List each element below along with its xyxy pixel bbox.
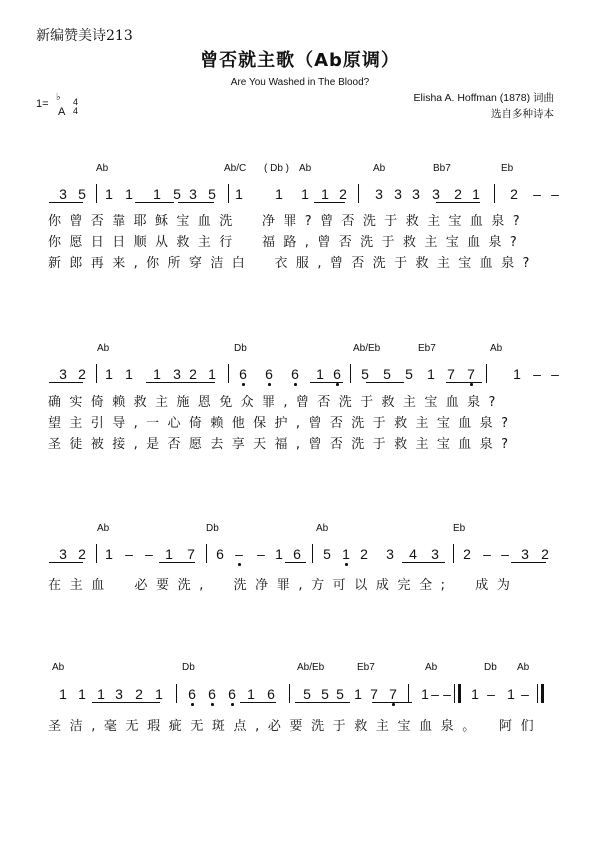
barline [289, 684, 290, 703]
note: 1 [427, 366, 435, 382]
beam-underline [92, 702, 160, 703]
note: 2 [360, 546, 368, 562]
beam-underline [135, 202, 174, 203]
note: 5 [321, 686, 329, 702]
chord-symbol: Db [182, 662, 195, 673]
time-top: 4 [73, 97, 79, 107]
barline [96, 364, 97, 383]
note: 3 [189, 186, 197, 202]
note: 2 [454, 186, 462, 202]
octave-dot [294, 383, 297, 386]
note: 5 [78, 186, 86, 202]
note: 5 [208, 186, 216, 202]
octave-dot [191, 703, 194, 706]
octave-dot [231, 703, 234, 706]
note: 5 [323, 546, 331, 562]
note: 1 [155, 686, 163, 702]
note: 5 [336, 686, 344, 702]
beam-underline [146, 382, 215, 383]
note: 1 [78, 686, 86, 702]
note: 3 [432, 186, 440, 202]
beam-underline [314, 202, 345, 203]
note: – [257, 546, 265, 562]
chord-symbol: Ab [316, 523, 329, 534]
octave-dot [470, 383, 473, 386]
note: 6 [225, 686, 239, 702]
note: 3 [115, 686, 123, 702]
chord-symbol: Db [484, 662, 497, 673]
chord-symbol: Ab [96, 163, 109, 174]
note: 1 [153, 366, 161, 382]
note: 5 [303, 686, 311, 702]
note: 6 [216, 546, 224, 562]
beam-underline [446, 382, 482, 383]
song-subtitle: Are You Washed in The Blood? [230, 77, 370, 88]
barline [206, 544, 207, 563]
note: 7 [464, 366, 478, 382]
note: 3 [59, 546, 67, 562]
note: 6 [267, 686, 275, 702]
note: 1 [421, 686, 429, 702]
note: 1 [165, 546, 173, 562]
note: 1 [513, 366, 521, 382]
note: – [521, 686, 529, 702]
beam-underline [295, 702, 350, 703]
octave-dot [211, 703, 214, 706]
lyric-line: 在主血 必要洗, 洗净罪,方可以成完全; 成为 [48, 578, 519, 593]
note: 5 [405, 366, 413, 382]
lyric-line: 圣徒被接,是否愿去享天福,曾否洗于救主宝血泉? [48, 437, 517, 452]
note: 2 [463, 546, 471, 562]
song-title: 曾否就主歌（Ab原调） [200, 50, 400, 71]
note: 2 [541, 546, 549, 562]
barline [228, 184, 229, 203]
chord-symbol: Eb [501, 163, 514, 174]
barline [454, 684, 455, 703]
hymnal-number: 新编赞美诗213 [36, 28, 133, 44]
chord-symbol: Ab [425, 662, 438, 673]
note: 3 [59, 186, 67, 202]
note: 1 [59, 686, 67, 702]
note: 6 [293, 546, 301, 562]
lyric-line: 圣洁,毫无瑕疵无斑点,必要洗于救主宝血泉。 阿们 [48, 719, 543, 734]
chord-symbol: Eb7 [357, 662, 375, 673]
note: 1 [97, 686, 105, 702]
note: 1 [208, 366, 216, 382]
note: – [501, 546, 509, 562]
note: – [551, 186, 559, 202]
note: 1 [105, 366, 113, 382]
chord-symbol: Ab [52, 662, 65, 673]
note: 3 [375, 186, 383, 202]
lyric-line: 你曾否靠耶稣宝血洗 净罪?曾否洗于救主宝血泉? [48, 214, 528, 229]
note: 1 [247, 686, 255, 702]
note: 5 [173, 186, 181, 202]
lyric-line: 新郎再来,你所穿洁白 衣服,曾否洗于救主宝血泉? [48, 256, 538, 271]
chord-symbol: Eb [453, 523, 466, 534]
note: 2 [78, 546, 86, 562]
barline [96, 544, 97, 563]
note: 1 [235, 186, 243, 202]
barline [494, 184, 495, 203]
barline [312, 544, 313, 563]
note: 2 [339, 186, 347, 202]
beam-underline [402, 562, 445, 563]
note: 1 [301, 186, 309, 202]
beam-underline [366, 382, 404, 383]
note: 1 [105, 546, 113, 562]
note: – [551, 366, 559, 382]
key-flat: ♭ [56, 92, 61, 103]
note: 5 [383, 366, 391, 382]
note: 1 [275, 186, 283, 202]
chord-symbol: ( Db ) [264, 163, 289, 174]
lyric-line: 确实倚赖救主施恩免众罪,曾否洗于救主宝血泉? [48, 395, 504, 410]
note: – [232, 546, 246, 562]
octave-dot [238, 563, 241, 566]
note: 1 [153, 186, 161, 202]
note: 1 [275, 546, 283, 562]
barline [408, 684, 409, 703]
note: 1 [125, 366, 133, 382]
beam-underline [49, 562, 83, 563]
barline [537, 684, 538, 703]
note: 7 [386, 686, 400, 702]
beam-underline [310, 382, 343, 383]
note: 1 [321, 186, 329, 202]
author-credit: Elisha A. Hoffman (1878) 词曲 [413, 92, 554, 104]
beam-underline [159, 562, 195, 563]
octave-dot [336, 383, 339, 386]
chord-symbol: Bb7 [433, 163, 451, 174]
note: 3 [521, 546, 529, 562]
key-signature [36, 92, 79, 118]
note: 1 [354, 686, 362, 702]
chord-symbol: Ab [97, 523, 110, 534]
note: 3 [59, 366, 67, 382]
double-barline [541, 684, 544, 703]
barline [358, 184, 359, 203]
note: – [533, 186, 541, 202]
barline [486, 364, 487, 383]
note: – [431, 686, 439, 702]
note: 7 [447, 366, 455, 382]
chord-symbol: Ab/Eb [297, 662, 325, 673]
barline [176, 684, 177, 703]
note: – [483, 546, 491, 562]
note: 1 [316, 366, 324, 382]
note: 1 [471, 686, 479, 702]
note: 6 [205, 686, 219, 702]
note: 3 [386, 546, 394, 562]
note: 1 [125, 186, 133, 202]
barline [96, 184, 97, 203]
chord-symbol: Eb7 [418, 343, 436, 354]
time-bottom: 4 [73, 106, 79, 116]
note: – [443, 686, 451, 702]
time-signature [73, 98, 78, 116]
note: 2 [510, 186, 518, 202]
chord-symbol: Db [234, 343, 247, 354]
barline [350, 364, 351, 383]
barline [453, 544, 454, 563]
note: 2 [135, 686, 143, 702]
note: 2 [78, 366, 86, 382]
note: 3 [394, 186, 402, 202]
octave-dot [268, 383, 271, 386]
source-note: 选自多种诗本 [491, 108, 554, 120]
beam-underline [436, 202, 480, 203]
beam-underline [49, 202, 83, 203]
note: 6 [288, 366, 302, 382]
note: 5 [361, 366, 369, 382]
note: 3 [431, 546, 439, 562]
note: 1 [339, 546, 353, 562]
note: 7 [187, 546, 195, 562]
note: 6 [236, 366, 250, 382]
beam-underline [49, 382, 83, 383]
double-barline [458, 684, 461, 703]
key-note: A [58, 106, 66, 118]
note: 3 [173, 366, 181, 382]
lyric-line: 望主引导,一心倚赖他保护,曾否洗于救主宝血泉? [48, 416, 517, 431]
beam-underline [285, 562, 306, 563]
note: 4 [409, 546, 417, 562]
note: – [533, 366, 541, 382]
note: 6 [262, 366, 276, 382]
chord-symbol: Ab/C [224, 163, 247, 174]
chord-symbol: Ab [299, 163, 312, 174]
beam-underline [178, 202, 214, 203]
octave-dot [242, 383, 245, 386]
chord-symbol: Ab [97, 343, 110, 354]
chord-symbol: Ab/Eb [353, 343, 381, 354]
note: – [487, 686, 495, 702]
note: 1 [507, 686, 515, 702]
chord-symbol: Ab [373, 163, 386, 174]
chord-symbol: Ab [490, 343, 503, 354]
beam-underline [372, 702, 412, 703]
barline [228, 364, 229, 383]
chord-symbol: Db [206, 523, 219, 534]
chord-symbol: Ab [517, 662, 530, 673]
note: – [145, 546, 153, 562]
beam-underline [240, 702, 276, 703]
note: 3 [412, 186, 420, 202]
note: 6 [330, 366, 344, 382]
note: – [125, 546, 133, 562]
note: 1 [472, 186, 480, 202]
note: 2 [189, 366, 197, 382]
lyric-line: 你愿日日顺从救主行 福路,曾否洗于救主宝血泉? [48, 235, 526, 250]
key-prefix: 1= [36, 98, 49, 110]
octave-dot [345, 563, 348, 566]
octave-dot [392, 703, 395, 706]
note: 1 [105, 186, 113, 202]
note: 7 [370, 686, 378, 702]
beam-underline [511, 562, 546, 563]
note: 6 [185, 686, 199, 702]
